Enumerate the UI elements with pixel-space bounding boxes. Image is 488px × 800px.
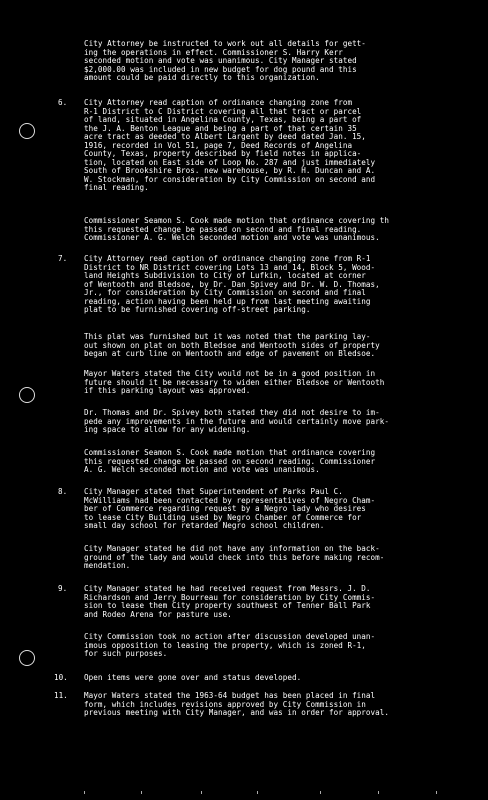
paragraph-item-11: Mayor Waters stated the 1963-64 budget has been placed in final form, which includes revisions approved by City Commission in previous meeting with City Manager, and was in order for approval. [84,691,390,718]
paragraph-item-7: City Attorney read caption of ordinance changing zone from R-1 District to NR District covering Lots 13 and 14, Block 5, Wood- land Heights Subdivision to City of Lufkin, located at corner of Wentooth and Bledsoe, by Dr. Dan Spivey and Dr. W. D. Thomas, Jr., for consideration by City Commission on second and final reading, action having been held up from last meeting awaiting plat to be furnished covering off-street parking. [84,254,380,315]
paragraph-item-8-followup: City Manager stated he did not have any information on the back- ground of the lady and would check into this before making recom- mendation. [84,544,385,571]
item-number-11: 11. [54,691,68,700]
scan-speck [257,791,258,794]
punch-hole-2 [19,387,35,403]
paragraph-item-9-action: City Commission took no action after discussion developed unan- imous opposition to leasing the property, which is zoned R-1, for such purposes. [84,632,376,659]
punch-hole-1 [19,123,35,139]
paragraph-item-6-motion: Commissioner Seamon S. Cook made motion that ordinance covering th this requested change be passed on second and final reading. Commissioner A. G. Welch seconded motion and vote was unanimous. [84,216,390,243]
paragraph-item-7-motion: Commissioner Seamon S. Cook made motion that ordinance covering this requested change be passed on second reading. Commissioner A. G. Welch seconded motion and vote was unanimous. [84,448,376,475]
paragraph-dog-pound: City Attorney be instructed to work out all details for gett- ing the operations in effect. Commissioner S. Harry Kerr seconded motion and vote was unanimous. City Manager stated $2,000.00 was included in new budget for dog pound and this amount could be paid directly to this organization. [84,39,366,83]
item-number-9: 9. [58,584,68,593]
paragraph-item-7-mayor: Mayor Waters stated the City would not be in a good position in future should it be necessary to widen either Bledsoe or Wentooth if this parking layout was approved. [84,369,385,396]
scan-speck [201,791,202,794]
scan-speck [320,791,321,794]
item-number-6: 6. [58,98,68,107]
item-number-7: 7. [58,254,68,263]
punch-hole-3 [19,650,35,666]
paragraph-item-7-plat: This plat was furnished but it was noted that the parking lay- out shown on plat on both Bledsoe and Wentooth sides of property began at curb line on Wentooth and edge of pavement on Bledsoe. [84,332,380,359]
paragraph-item-9: City Manager stated he had received request from Messrs. J. D. Richardson and Jerry Bourreau for consideration by City Commis- sion to lease them City property southwest of Tenner Ball Park and Rodeo Arena for pasture use. [84,584,376,619]
scan-speck [378,791,379,794]
scan-speck [141,791,142,794]
paragraph-item-6: City Attorney read caption of ordinance changing zone from R-1 District to C District covering all that tract or parcel of land, situated in Angelina County, Texas, being a part of the J. A. Benton League and being a part of that certain 35 acre tract as deeded to Albert Largent by deed dated Jan. 15, 1916, recorded in Vol 51, page 7, Deed Records of Angelina County, Texas, property described by field notes in applica- tion, located on East side of Loop No. 287 and just immediately South of Brookshire Bros. new warehouse, by R. H. Duncan and A. W. Stockman, for consideration by City Commission on second and final reading. [84,98,376,193]
paragraph-item-8: City Manager stated that Superintendent of Parks Paul C. McWilliams had been contacted by representatives of Negro Cham- ber of Commerce regarding request by a Negro lady who desires to lease City Building used by Negro Chamber of Commerce for small day school for retarded Negro school children. [84,487,376,531]
scan-speck [436,791,437,794]
paragraph-item-10: Open items were gone over and status developed. [84,673,302,682]
item-number-10: 10. [54,673,68,682]
item-number-8: 8. [58,487,68,496]
scan-speck [84,791,85,794]
paragraph-item-7-doctors: Dr. Thomas and Dr. Spivey both stated they did not desire to im- pede any improvements in the future and would certainly move park- ing space to allow for any widening. [84,408,390,435]
